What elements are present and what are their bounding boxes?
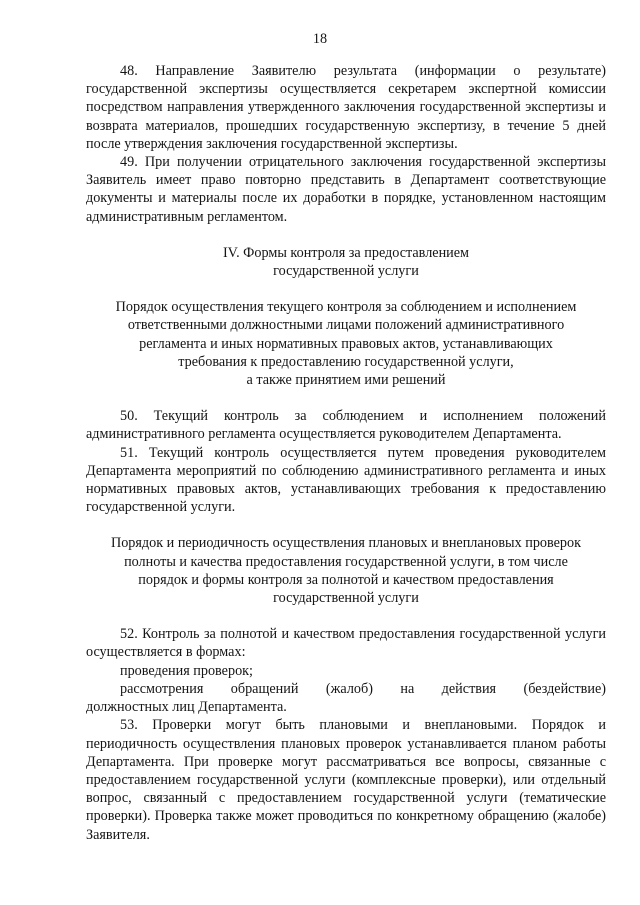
- subsection-heading-inspections: Порядок и периодичность осуществления плановых и внеплановых проверок полноты и качества предоставления государственной услуги, в том числе порядок и формы контроля за полнотой и качеством предоставления государственной услуги: [110, 535, 582, 607]
- paragraph-53: 53. Проверки могут быть плановыми и внеплановыми. Порядок и периодичность осуществления плановых проверок устанавливается планом работы Департамента. При проверке могут рассматриваться все вопросы, связанные с предоставлением государственной услуги (комплексные проверки), или отдельный вопрос, связанный с предоставлением государственной услуги (тематические проверки). Проверка также может проводиться по конкретному обращению (жалобе) Заявителя.: [86, 717, 606, 843]
- paragraph-52: 52. Контроль за полнотой и качеством предоставления государственной услуги осуществляется в формах:: [86, 626, 606, 661]
- subsection-heading-current-control: Порядок осуществления текущего контроля за соблюдением и исполнением ответственными должностными лицами положений административного регламента и иных нормативных правовых актов, устанавливающих требования к предоставлению государственной услуги, а также принятием ими решений: [115, 299, 577, 389]
- paragraph-52-item-2-continued: должностных лиц Департамента.: [86, 699, 287, 716]
- paragraph-52-item-1: проведения проверок;: [120, 662, 253, 679]
- page-content: [86, 62, 606, 844]
- page-number: 18: [312, 31, 328, 47]
- paragraph-50: 50. Текущий контроль за соблюдением и исполнением положений административного регламента осуществляется руководителем Департамента.: [86, 408, 606, 443]
- paragraph-49: 49. При получении отрицательного заключения государственной экспертизы Заявитель имеет право повторно представить в Департамент соответствующие документы и материалы после их доработки в порядке, установленном настоящим административным регламентом.: [86, 154, 606, 225]
- paragraph-51: 51. Текущий контроль осуществляется путем проведения руководителем Департамента мероприятий по соблюдению административного регламента и иных нормативных правовых актов, устанавливающих требования к предоставлению государственной услуги.: [86, 444, 606, 516]
- paragraph-52-item-2: рассмотрения обращений (жалоб) на действия (бездействие): [120, 680, 606, 697]
- section-heading: IV. Формы контроля за предоставлением государственной услуги: [222, 244, 470, 280]
- paragraph-48: 48. Направление Заявителю результата (информации о результате) государственной экспертизы осуществляется секретарем экспертной комиссии посредством направления утвержденного заключения государственной экспертизы и возврата материалов, прошедших государственную экспертизу, в течение 5 дней после утверждения заключения государственной экспертизы.: [86, 63, 606, 152]
